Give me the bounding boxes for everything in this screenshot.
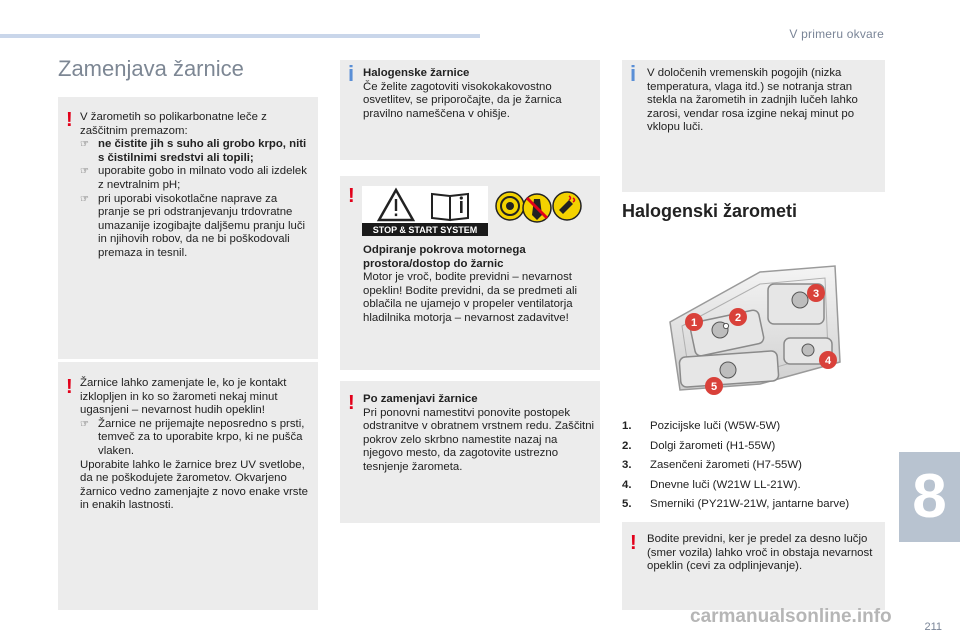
section-title: Halogenski žarometi [622,201,798,221]
warning-exclamation-icon: ! [348,185,355,207]
warning-exclamation-icon: ! [630,532,637,554]
manual-book-icon [432,194,468,220]
chapter-number-tab: 8 [899,452,960,542]
page-number: 211 [924,621,942,633]
halogen-bulbs-info-text: Halogenske žarnice Če želite zagotoviti visokokakovostno osvetlitev, se priporočajte, da je žarnica pravilno nameščena v ohišje. [363,67,562,120]
badge-4 [819,351,837,369]
svg-text:2: 2 [734,312,742,324]
legend-item: 2. Dolgi žarometi (H1-55W) [622,439,776,452]
bulb-cap-high-beam [792,292,808,308]
safety-pictograms [362,186,592,236]
watermark: carmanualsonline.info [690,606,892,627]
bulb-cap-position [723,323,728,328]
bulb-cap-indicator [720,362,736,378]
svg-text:3: 3 [812,288,820,300]
bulb-cap-daytime [802,344,814,356]
headlamp-diagram [650,262,850,402]
list-item: ☞ uporabite gobo in milnato vodo ali izdelek z nevtralnim pH; [80,165,307,191]
no-tie-icon [523,194,551,222]
legend-item: 4. Dnevne luči (W21W LL-21W). [622,478,801,491]
stop-start-label: STOP & START SYSTEM [372,225,478,235]
polycarbonate-warning-text [80,111,310,261]
hot-surface-hand-icon [553,192,581,220]
bullet-icon: ☞ [80,193,89,205]
exhaust-heat-warning-text: Bodite previdni, ker je predel za desno lučjo (smer vozila) lahko vroč in obstaja nevarnost opeklin (cevi za odplinjevanje). [647,533,873,573]
list-item: ☞ ne čistite jih s suho ali grobo krpo, niti s čistilnimi sredstvi ali topili; [80,138,307,164]
badge-3 [807,284,825,302]
warning-exclamation-icon: ! [66,109,73,131]
chapter-title: V primeru okvare [789,27,884,41]
after-replacement-warning-text: Po zamenjavi žarnice Pri ponovni namestitvi ponovite postopek odstranitve v obratnem vrstnem redu. Zaščitni pokrov zelo skrbno namestite nazaj na njegovo mesto, da zagotovite ustrezno tesnjenje žarometa. [363,393,595,473]
warning-exclamation-icon: ! [348,392,355,414]
legend-item: 1. Pozicijske luči (W5W-5W) [622,420,781,432]
warning-intro: V žarometih so polikarbonatne leče z zaščitnim premazom: [80,111,267,137]
svg-text:5: 5 [710,381,718,393]
badge-5 [705,377,723,395]
info-icon: i [348,61,355,86]
header-bar [0,34,480,38]
page-title: Zamenjava žarnice [58,56,244,81]
badge-1 [685,313,703,331]
list-item: ☞ Žarnice ne prijemajte neposredno s prsti, temveč za to uporabite krpo, ki ne pušča vlaken. [80,417,305,457]
engine-compartment-warning-text: Odpiranje pokrova motornega prostora/dostop do žarnic Motor je vroč, bodite previdni – nevarnost opeklin! Bodite previdni, da se predmeti ali oblačila ne ujamejo v propeler ventilatorja hladilnika motorja – nevarnost zadavitve! [363,244,578,324]
bullet-icon: ☞ [80,166,89,178]
warning-exclamation-icon: ! [66,376,73,398]
svg-text:1: 1 [690,317,698,329]
bullet-icon: ☞ [80,139,89,151]
badge-2 [729,308,747,326]
condensation-info-text: V določenih vremenskih pogojih (nizka temperatura, vlaga itd.) se notranja stran stekla na žarometih in zadnjih lučeh lahko zarosi, vendar rosa izgine nekaj minut po vklopu luči. [647,67,858,134]
list-item: ☞ pri uporabi visokotlačne naprave za pranje se pri odstranjevanju trdovratne umazanije izogibajte daljšemu pranju luči in njihovih robov, da ne bi poškodovali premaza in tesnil. [80,192,306,259]
bullet-icon: ☞ [80,418,89,430]
bulb-legend [622,417,849,515]
svg-text:4: 4 [824,355,832,367]
legend-item: 5. Smerniki (PY21W-21W, jantarne barve) [622,498,850,510]
fan-hazard-icon [496,192,524,220]
legend-item: 3. Zasenčeni žarometi (H7-55W) [622,459,802,471]
info-icon: i [630,61,637,86]
bulb-replacement-warning-text: Žarnice lahko zamenjate le, ko je kontakt izklopljen in ko so žarometi nekaj minut ugasnjeni – nevarnost hudih opeklin! ☞ Žarnice ne prijemajte neposredno s prsti, temveč za to uporabite krpo, ki ne pušča vlaken. Uporabite lahko le žarnice brez UV svetlobe, da ne poškodujete žarometov. Okvarjeno žarnico vedno zamenjajte z novo enake vrste in enakih lastnosti. [80,377,312,513]
